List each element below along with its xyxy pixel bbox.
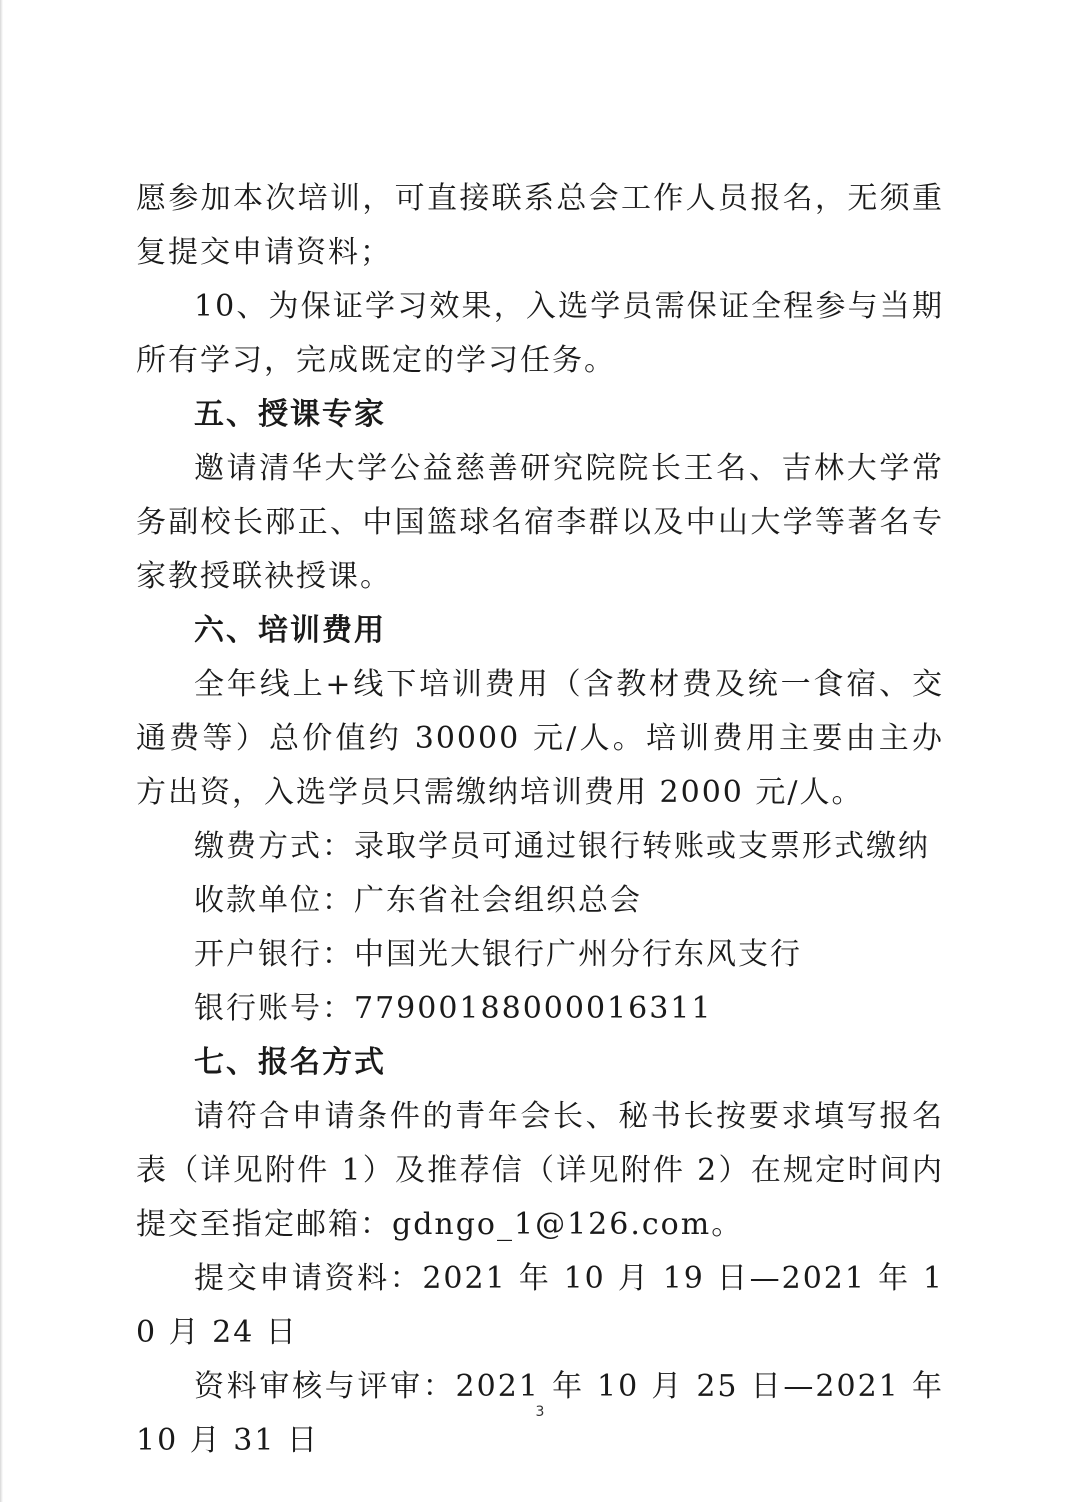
submission-period: 提交申请资料：2021 年 10 月 19 日—2021 年 10 月 24 日 <box>136 1261 944 1350</box>
paragraph-registration: 请符合申请条件的青年会长、秘书长按要求填写报名表（详见附件 1）及推荐信（详见附件 2）在规定时间内提交至指定邮箱：gdngo_1@126.com。 <box>136 1099 944 1242</box>
paragraph-item-10: 10、为保证学习效果，入选学员需保证全程参与当期所有学习，完成既定的学习任务。 <box>136 289 944 378</box>
payee: 收款单位：广东省社会组织总会 <box>194 883 642 918</box>
bank-account: 银行账号：77900188000016311 <box>194 991 713 1026</box>
scan-edge <box>0 0 3 1502</box>
section-heading-registration: 七、报名方式 <box>194 1045 386 1080</box>
document-body <box>136 172 944 1468</box>
paragraph-fees: 全年线上+线下培训费用（含教材费及统一食宿、交通费等）总价值约 30000 元/人。培训费用主要由主办方出资，入选学员只需缴纳培训费用 2000 元/人。 <box>136 667 944 810</box>
paragraph-continued-item-9: 愿参加本次培训，可直接联系总会工作人员报名，无须重复提交申请资料； <box>136 181 944 270</box>
bank-name: 开户银行：中国光大银行广州分行东风支行 <box>194 937 802 972</box>
section-heading-fees: 六、培训费用 <box>194 613 386 648</box>
page-number: 3 <box>535 1404 545 1420</box>
section-heading-experts: 五、授课专家 <box>194 397 386 432</box>
review-period: 资料审核与评审：2021 年 10 月 25 日—2021 年 10 月 31 日 <box>136 1369 944 1458</box>
payment-method: 缴费方式：录取学员可通过银行转账或支票形式缴纳 <box>194 829 930 864</box>
paragraph-experts: 邀请清华大学公益慈善研究院院长王名、吉林大学常务副校长邴正、中国篮球名宿李群以及中山大学等著名专家教授联袂授课。 <box>136 451 944 594</box>
